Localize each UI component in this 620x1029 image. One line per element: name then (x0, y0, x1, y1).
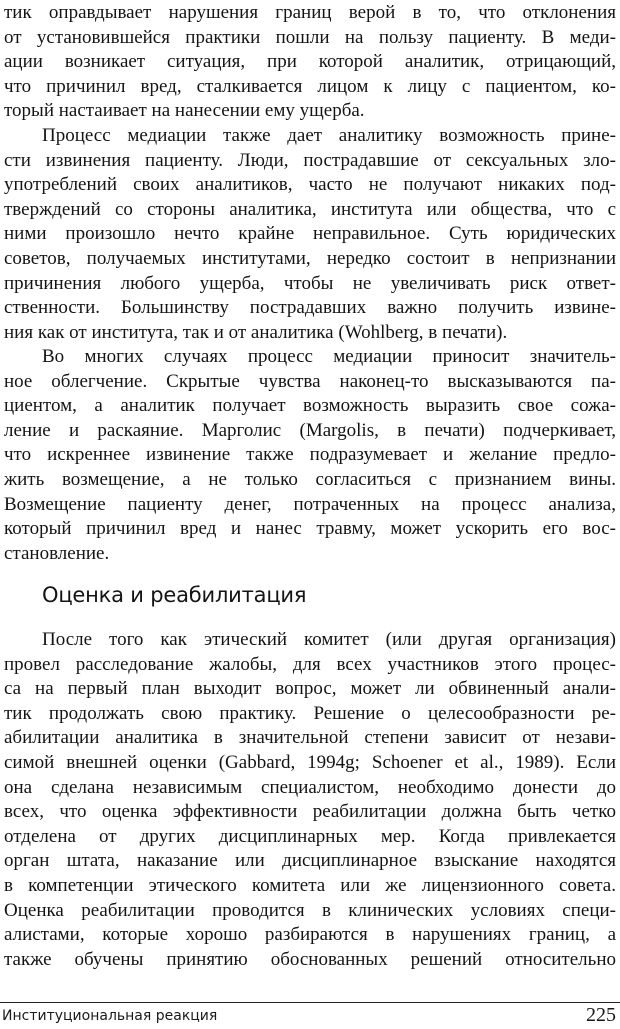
section-paragraph (4, 628, 616, 972)
text-line: тверждений со стороны аналитика, института или общества, что с (4, 198, 616, 220)
running-title: Институциональная реакция (2, 1008, 218, 1024)
text-line: становление. (4, 542, 110, 564)
text-line: что искреннее извинение также подразумевает и желание предло- (4, 444, 616, 466)
text-line: симой внешней оценки (Gabbard, 1994g; Schoener et al., 1989). Если (4, 751, 616, 773)
text-line: от установившейся практики пошли на пользу пациенту. В меди- (4, 26, 616, 48)
text-line: Во многих случаях процесс медиации приносит значитель- (42, 346, 616, 367)
text-line: абилитации аналитика в значительной степени зависит от незави- (4, 727, 616, 749)
text-line: советов, получаемых институтами, нередко состоит в непризнании (4, 247, 616, 269)
page-number: 225 (586, 1004, 616, 1026)
text-line: торый настаивает на нанесении ему ущерба. (4, 100, 365, 122)
text-line: ния как от института, так и от аналитика (Wohlberg, в печати). (4, 321, 508, 343)
text-line: ними произошло нечто крайне неправильное. Суть юридических (4, 223, 616, 245)
text-line: ное облегчение. Скрытые чувства наконец-то высказываются па- (4, 370, 616, 392)
text-line: в компетенции этического комитета или же лицензионного совета. (4, 874, 616, 896)
text-line: провел расследование жалобы, для всех участников этого процес- (4, 653, 616, 675)
text-line: причинения любого ущерба, чтобы не увеличивать риск ответ- (4, 272, 616, 294)
text-line: она сделана независимым специалистом, необходимо донести до (4, 776, 616, 798)
text-line: Процесс медиации также дает аналитику возможность прине- (42, 125, 616, 146)
text-line: сти извинения пациенту. Люди, пострадавшие от сексуальных зло- (4, 149, 616, 171)
paragraph-2 (4, 124, 616, 345)
text-line: тик продолжать свою практику. Решение о целесообразности ре- (4, 702, 616, 724)
paragraph-3 (4, 345, 616, 566)
text-line: ственности. Большинству пострадавших важно получить извине- (4, 297, 616, 319)
text-line: Оценка реабилитации проводится в клинических условиях специ- (4, 899, 616, 921)
text-line: жить возмещение, а не только согласиться с признанием вины. (4, 468, 616, 490)
footer-divider (0, 1002, 620, 1003)
text-line: всех, что оценка эффективности реабилитации должна быть четко (4, 801, 616, 823)
text-line: циентом, а аналитик получает возможность выразить свое сожа- (4, 395, 616, 417)
text-line: отделена от других дисциплинарных мер. Когда привлекается (4, 825, 616, 847)
text-line: Возмещение пациенту денег, потраченных на процесс анализа, (4, 493, 616, 515)
text-line: тик оправдывает нарушения границ верой в то, что отклонения (4, 2, 616, 23)
text-line: са на первый план выходит вопрос, может ли обвиненный анали- (4, 678, 616, 700)
text-line: ление и раскаяние. Марголис (Margolis, в печати) подчеркивает, (4, 419, 616, 441)
text-line: алистами, которые хорошо разбираются в нарушениях границ, а (4, 924, 616, 946)
text-line: После того как этический комитет (или другая организация) (42, 629, 616, 650)
text-line: что причинил вред, сталкивается лицом к лицу с пациентом, ко- (4, 75, 616, 97)
text-line: также обучены принятию обоснованных решений относительно (4, 948, 616, 970)
paragraph-1 (4, 1, 616, 124)
text-line: ации возникает ситуация, при которой аналитик, отрицающий, (4, 51, 616, 73)
text-line: употреблений своих аналитиков, часто не получают никаких под- (4, 174, 616, 196)
section-heading: Оценка и реабилитация (42, 583, 307, 607)
text-line: который причинил вред и нанес травму, может ускорить его вос- (4, 518, 616, 540)
text-line: орган штата, наказание или дисциплинарное взыскание находятся (4, 850, 616, 872)
